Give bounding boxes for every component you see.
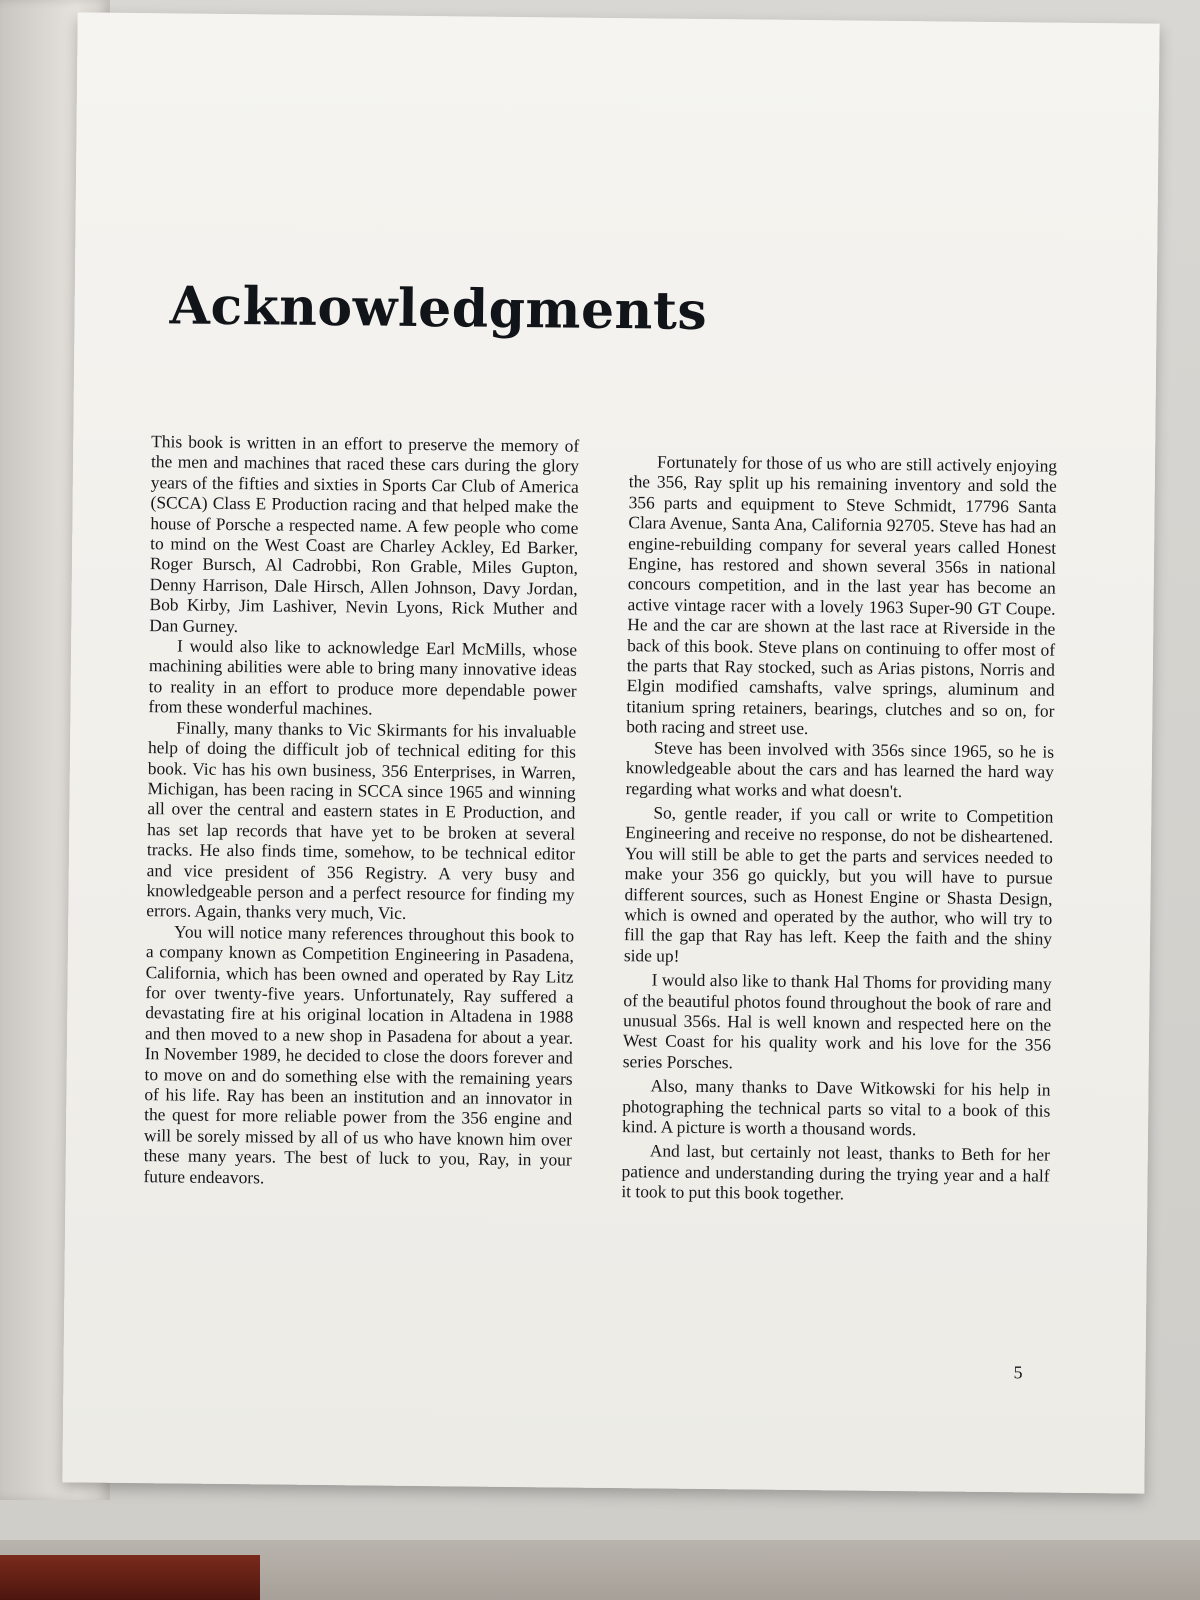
right-text-column [621,451,1057,1206]
book-spine [0,1555,260,1600]
left-paragraph-1: This book is written in an effort to preserve the memory of the men and machines that raced these cars during the glory years of the fifties and sixties in Sports Car Club of America (SCCA) Class E Production racing and that helped make the house of Porsche a respected name. A few people who come to mind on the West Coast are Charley Ackley, Ed Barker, Roger Bursch, Al Cadrobbi, Ron Grable, Miles Gupton, Denny Harrison, Dale Hirsch, Allen Johnson, Davy Jordan, Bob Kirby, Jim Lashiver, Nevin Lyons, Rick Muther and Dan Gurney. [149,431,580,636]
right-paragraph-6: And last, but certainly not least, thanks to Beth for her patience and understanding during the trying year and a half it took to put this book together. [621,1140,1050,1204]
right-paragraph-3: So, gentle reader, if you call or write to Competition Engineering and receive no response, do not be disheartened. You will still be able to get the parts and services needed to make your 356 go quickly, but you will have to pursue different sources, such as Honest Engine or Shasta Design, which is owned and operated by the author, who will try to fill the gap that Ray has left. Keep the faith and the shiny side up! [623,802,1054,966]
right-paragraph-4: I would also like to thank Hal Thoms for providing many of the beautiful photos found throughout the book of rare and unusual 356s. Hal is well known and respected here on the West Coast for his quality work and his love for the 356 series Porsches. [622,969,1052,1073]
page-number: 5 [1013,1362,1023,1383]
left-paragraph-4: You will notice many references throughout this book to a company known as Competition Engineering in Pasadena, California, which has been owned and operated by Ray Litz for over twenty-five years. Unfortunately, Ray suffered a devastating fire at his original location in Altadena in 1988 and then moved to a new shop in Pasadena for about a year. In November 1989, he decided to close the doors forever and to move on and do something else with the remaining years of his life. Ray has been an institution and an innovator in the quest for more reliable power from the 356 engine and will be sorely missed by all of us who have known him over these many years. The best of luck to you, Ray, in your future endeavors. [143,921,575,1188]
right-paragraph-5: Also, many thanks to Dave Witkowski for his help in photographing the technical parts so vital to a book of this kind. A picture is worth a thousand words. [621,1075,1051,1140]
right-paragraph-1: Fortunately for those of us who are still actively enjoying the 356, Ray split up his remaining inventory and sold the 356 parts and equipment to Steve Schmidt, 17796 Santa Clara Avenue, Santa Ana, California 92705. Steve has had an engine-rebuilding company for several years called Honest Engine, has restored and shown several 356s in national concours competition, and in the last year has become an active vintage racer with a lovely 1963 Super-90 GT Coupe. He and the car are shown at the last race at Riverside in the back of this book. Steve plans on continuing to offer most of the parts that Ray stocked, such as Arias pistons, Norris and Elgin modified camshafts, valve springs, aluminum and titanium spring retainers, bearings, clutches and so on, for both racing and street use. [626,451,1058,739]
left-text-column [143,431,579,1190]
page-title: Acknowledgments [169,275,708,342]
left-paragraph-3: Finally, many thanks to Vic Skirmants for his invaluable help of doing the difficult job of technical editing for this book. Vic has his own business, 356 Enterprises, in Warren, Michigan, has been racing in SCCA since 1965 and winning all over the central and eastern states in E Production, and has set lap records that have yet to be broken at several tracks. He also finds time, somehow, to be technical editor and vice president of 356 Registry. A very busy and knowledgeable person and a perfect resource for finding my errors. Again, thanks very much, Vic. [146,717,577,924]
left-paragraph-2: I would also like to acknowledge Earl McMills, whose machining abilities were able to bring many innovative ideas to reality in an effort to produce more dependable power from these wonderful machines. [148,635,578,719]
right-paragraph-2: Steve has been involved with 356s since 1965, so he is knowledgeable about the cars and has learned the hard way regarding what works and what doesn't. [625,737,1055,801]
book-page [62,12,1159,1493]
